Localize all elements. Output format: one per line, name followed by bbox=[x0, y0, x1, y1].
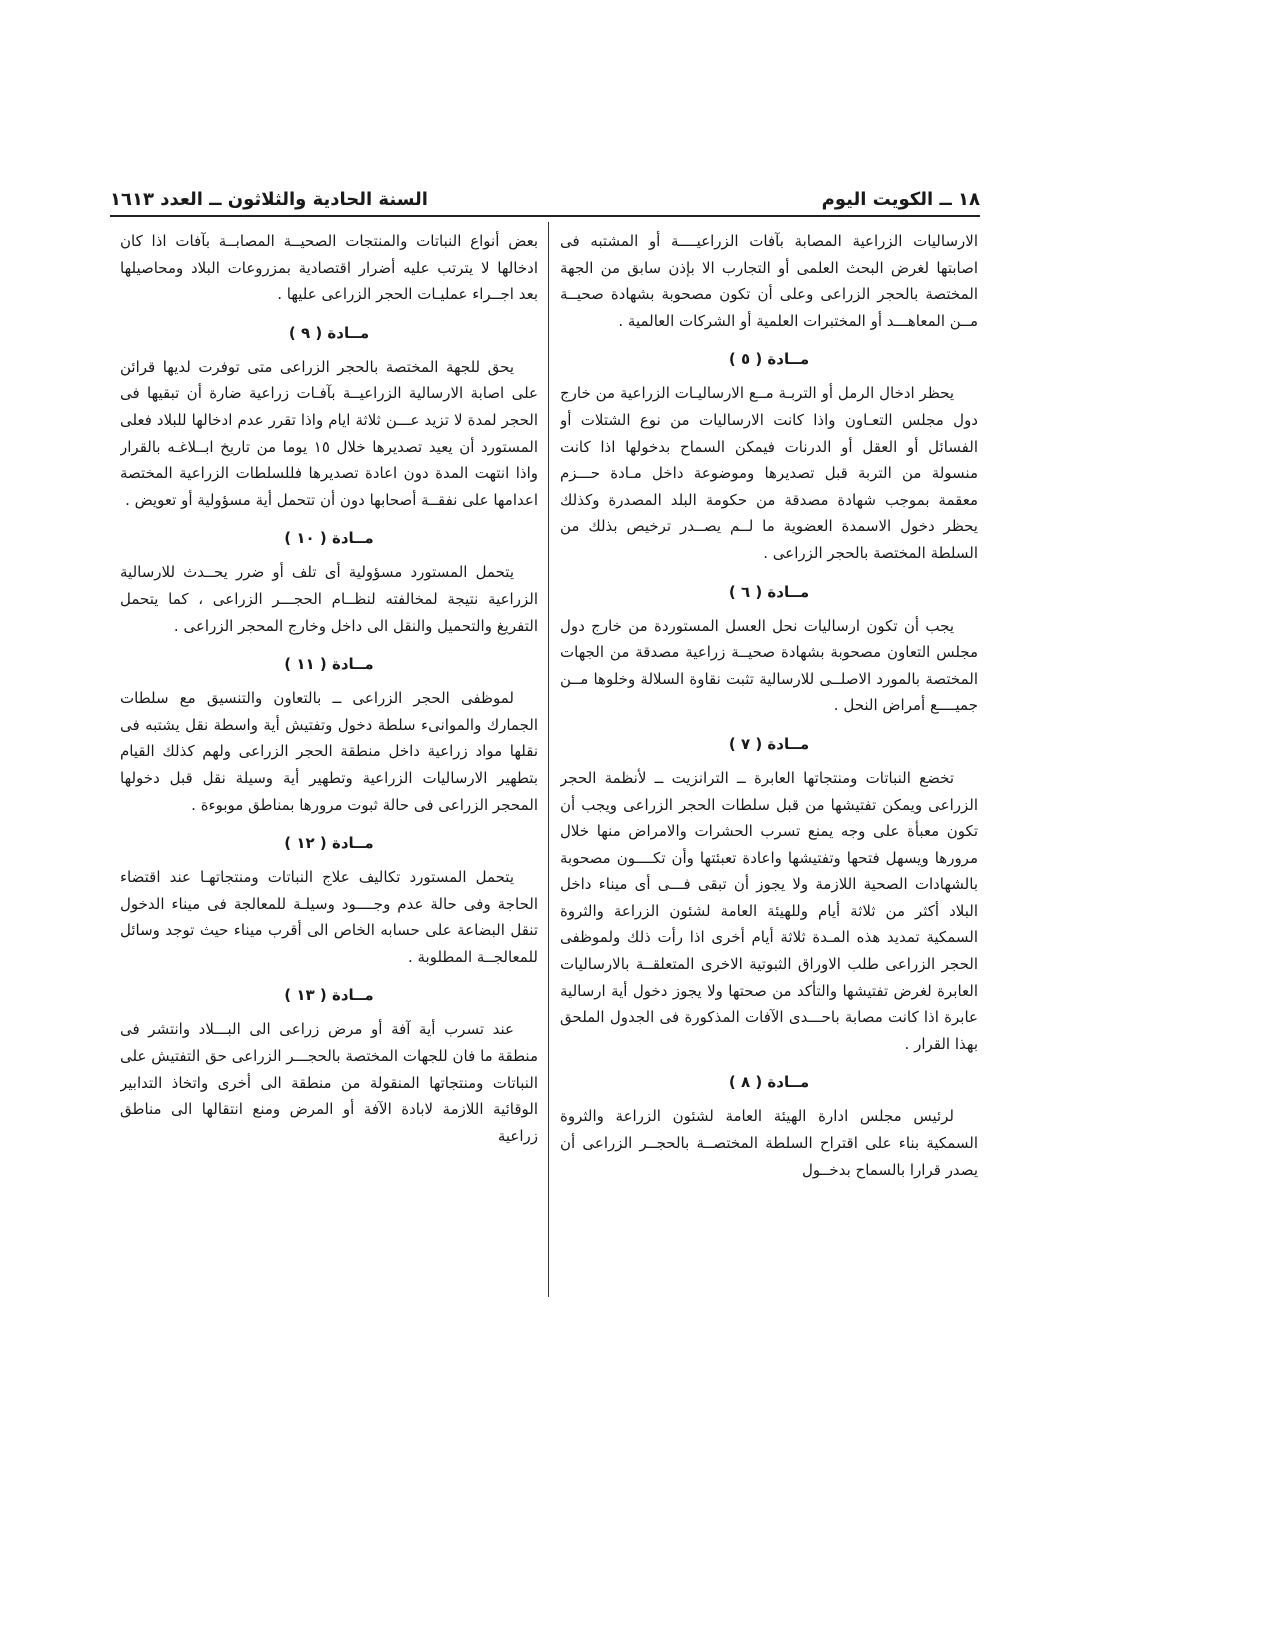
header-rule bbox=[110, 215, 980, 217]
article-8-heading: مــادة ( ٨ ) bbox=[728, 1073, 810, 1092]
article-5-text: يحظر ادخال الرمل أو التربـة مــع الارساليـات الزراعية من خارج دول مجلس التعـاون واذا كانت الارساليات من نوع الشتلات أو الفسائل أو العقل أو الدرنات فيمكن السماح بدخولها اذا كانت منسولة من التربة قبل تصديرها وموضوعة داخل مـادة حـــزم معقمة بموجب شهادة مصدقة من حكومة البلد المصدرة وكذلك يحظر دخول الاسمدة العضوية ما لــم يصــدر ترخيص بذلك من السلطة المختصة بالحجر الزراعى . bbox=[560, 384, 978, 562]
article-5-heading: مــادة ( ٥ ) bbox=[728, 350, 810, 369]
article-11-heading: مــادة ( ١١ ) bbox=[284, 655, 374, 674]
article-9-heading: مــادة ( ٩ ) bbox=[288, 323, 370, 342]
article-13-heading: مــادة ( ١٣ ) bbox=[284, 986, 374, 1005]
header-issue-info: السنة الحادية والثلاثون ــ العدد ١٦١٣ bbox=[110, 189, 428, 210]
article-10-heading: مــادة ( ١٠ ) bbox=[284, 529, 374, 548]
article-11-text: لموظفى الحجر الزراعى ــ بالتعاون والتنسيق مع سلطات الجمارك والموانىء سلطة دخول وتفتيش أية واسطة نقل يشتبه فى نقلها مواد زراعية داخل منطقة الحجر الزراعى ولهم كذلك القيام بتطهير الارساليات الزراعية وتطهير أية وسيلة نقل قبل دخولها المحجر الزراعى فى حالة ثبوت مرورها بمناطق موبوءة . bbox=[120, 689, 538, 814]
article-7-text: تخضع النباتات ومنتجاتها العابرة ــ الترانزيت ــ لأنظمة الحجر الزراعى ويمكن تفتيشها من قبل سلطات الحجر الزراعى ويجب أن تكون معبأة على وجه يمنع تسرب الحشرات والامراض منها خلال مرورها ويسهل فتحها وتفتيشها واعادة تعبئتها وأن تكــــون مصحوبة بالشهادات الصحية اللازمة ولا يجوز أن تبقى فـــى أى ميناء داخل البلاد أكثر من ثلاثة أيام وللهيئة العامة لشئون الزراعة والثروة السمكية تمديد هذه المـدة ثلاثة أيام أخرى اذا رأت ذلك ولموظفى الحجر الزراعى طلب الاوراق الثبوتية الاخرى المتعلقــة بالارساليات العابرة لغرض تفتيشها والتأكد من صحتها ولا يجوز دخول أية ارسالية عابرة اذا كانت مصابة باحـــدى الآفات المذكورة فى الجدول الملحق بهذا القرار . bbox=[560, 768, 978, 1053]
article-7-heading: مــادة ( ٧ ) bbox=[728, 734, 810, 753]
article-13-text: عند تسرب أية آفة أو مرض زراعى الى البـــلاد وانتشر فى منطقة ما فان للجهات المختصة بالحجـــر الزراعى حق التفتيش على النباتات ومنتجاتها المنقولة من منطقة الى أخرى واتخاذ التدابير الوقائية اللازمة لابادة الآفة أو المرض ومنع انتقالها الى مناطق زراعية bbox=[120, 1020, 538, 1145]
header-page-title: ١٨ ــ الكويت اليوم bbox=[821, 189, 980, 210]
right-column bbox=[560, 228, 978, 1298]
article-9-text: يحق للجهة المختصة بالحجر الزراعى متى توفرت لديها قرائن على اصابة الارسالية الزراعيــة بآفـات زراعية ضارة أن تبقيها فى الحجر لمدة لا تزيد عـــن ثلاثة ايام واذا تقرر عدم ادخالها للبلاد فعلى المستورد أن يعيد تصديرها خلال ١٥ يوما من تاريخ ابــلاغـه بالقرار واذا انتهت المدة دون اعادة تصديرها فللسلطات الزراعية المختصة اعدامها على نفقــة أصحابها دون أن تتحمل أية مسؤولية أو تعويض . bbox=[120, 357, 538, 509]
continued-paragraph: بعض أنواع النباتات والمنتجات الصحيــة المصابــة بآفات اذا كان ادخالها لا يترتب عليه أضرار اقتصادية بمزروعات البلاد ومحاصيلها بعد اجــراء عمليـات الحجر الزراعى عليها . bbox=[120, 232, 538, 304]
page-header bbox=[110, 188, 980, 218]
article-10-text: يتحمل المستورد مسؤولية أى تلف أو ضرر يحــدث للارسالية الزراعية نتيجة لمخالفته لنظــام الحجـــر الزراعى ، كما يتحمل التفريغ والتحميل والنقل الى داخل وخارج المحجر الزراعى . bbox=[120, 563, 538, 635]
column-divider bbox=[548, 222, 549, 1297]
article-6-heading: مــادة ( ٦ ) bbox=[728, 582, 810, 601]
article-12-text: يتحمل المستورد تكاليف علاج النباتات ومنتجاتهـا عند اقتضاء الحاجة وفى حالة عدم وجــــود وسيلـة للمعالجة فى ميناء الدخول تنقل البضاعة على حسابه الخاص الى أقرب ميناء حيث توجد وسائل للمعالجــة المطلوبة . bbox=[120, 868, 538, 966]
continued-paragraph: الارساليات الزراعية المصابة بآفات الزراعيــــة أو المشتبه فى اصابتها لغرض البحث العلمى أو التجارب الا بإذن سابق من الجهة المختصة بالحجر الزراعى وعلى أن تكون مصحوبة بشهادة صحيــة مــن المعاهـــد أو المختبرات العلمية أو الشركات العالمية . bbox=[560, 232, 978, 330]
article-8-text: لرئيس مجلس ادارة الهيئة العامة لشئون الزراعة والثروة السمكية بناء على اقتراح السلطة المختصــة بالحجــر الزراعى أن يصدر قرارا بالسماح بدخــول bbox=[560, 1107, 978, 1179]
article-6-text: يجب أن تكون ارساليات نحل العسل المستوردة من خارج دول مجلس التعاون مصحوبة بشهادة صحيــة زراعية مصدقة من الجهات المختصة بالمورد الاصلــى للارسالية تثبت نقاوة السلالة وخلوها مــن جميــــع أمراض النحل . bbox=[560, 616, 978, 715]
article-12-heading: مــادة ( ١٢ ) bbox=[284, 834, 374, 853]
left-column bbox=[120, 228, 538, 1298]
